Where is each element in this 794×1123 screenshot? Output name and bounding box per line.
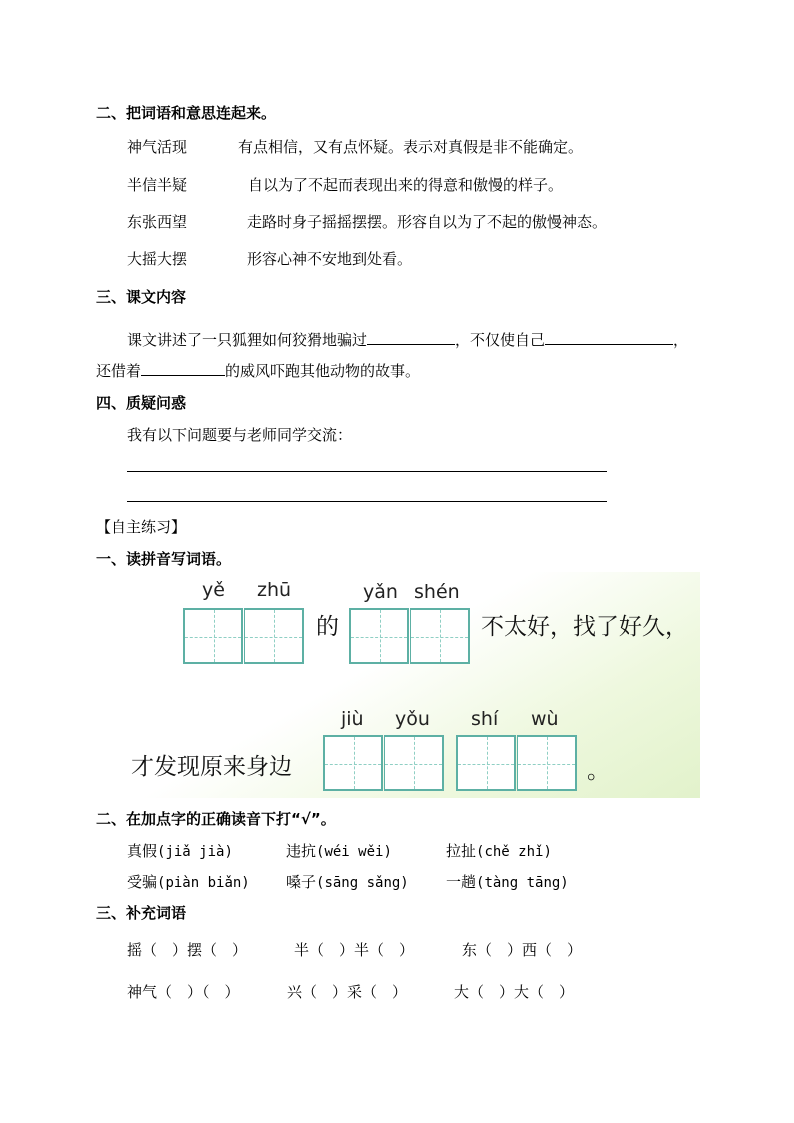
answer-blank-3[interactable] [141,361,225,376]
char-box-5[interactable] [323,735,383,791]
pinyin-you: yǒu [395,708,430,730]
reading-word: 拉扯 [446,842,477,860]
char-box-1[interactable] [183,608,243,664]
char-box-2[interactable] [244,608,304,664]
reading-options[interactable]: (piàn biǎn) [157,875,250,891]
q1-heading: 一、读拼音写词语。 [96,550,232,568]
content-text-3: ， [673,331,689,349]
pinyin-wu: wù [531,708,559,730]
char-box-4[interactable] [410,608,470,664]
reading-item-3 [446,840,552,861]
sentence-text-3: 才发现原来身边 [131,754,292,780]
content-text-2: ，不仅使自己 [455,331,546,349]
char-box-7[interactable] [456,735,516,791]
match-meaning-3: 走路时身子摇摇摆摆。形容自以为了不起的傲慢神态。 [247,213,608,231]
section-heading-questions: 四、质疑问惑 [96,394,187,412]
reading-options[interactable]: (jiǎ jià) [157,844,233,860]
match-word-3: 东张西望 [127,213,188,231]
section-heading-match: 二、把词语和意思连起来。 [96,104,277,122]
answer-line-2[interactable] [127,501,607,502]
pinyin-writing-panel [127,572,700,798]
content-line-1 [127,329,688,350]
sentence-period: 。 [587,758,610,784]
content-text-5: 的威风吓跑其他动物的故事。 [225,362,421,380]
reading-options[interactable]: (sāng sǎng) [316,875,409,891]
reading-word: 嗓子 [286,873,317,891]
reading-word: 受骗 [127,873,158,891]
practice-title: 【自主练习】 [96,518,187,536]
pinyin-shen: shén [414,581,460,603]
answer-blank-1[interactable] [367,330,455,345]
match-word-2: 半信半疑 [127,176,188,194]
content-text-1: 课文讲述了一只狐狸如何狡猾地骗过 [127,331,368,349]
content-line-2 [96,360,420,381]
idiom-fill-4[interactable]: 神气（ ）（ ） [127,983,240,1001]
questions-prompt: 我有以下问题要与老师同学交流： [127,426,353,444]
reading-word: 真假 [127,842,158,860]
answer-line-1[interactable] [127,471,607,472]
reading-item-2 [286,840,392,861]
match-word-4: 大摇大摆 [127,250,188,268]
reading-options[interactable]: (wéi wěi) [316,844,392,860]
q2-heading: 二、在加点字的正确读音下打“√”。 [96,810,336,828]
pinyin-ye: yě [202,579,225,601]
reading-options[interactable]: (chě zhǐ) [476,844,552,860]
reading-item-1 [127,840,233,861]
reading-item-6 [446,871,569,892]
content-text-4: 还借着 [96,362,142,380]
sentence-text-de: 的 [316,614,339,640]
idiom-fill-2[interactable]: 半（ ）半（ ） [294,941,415,959]
match-word-1: 神气活现 [127,138,188,156]
q3-heading: 三、补充词语 [96,904,187,922]
answer-blank-2[interactable] [545,330,673,345]
reading-item-4 [127,871,250,892]
sentence-text-2: 不太好，找了好久， [481,614,688,640]
match-meaning-1: 有点相信，又有点怀疑。表示对真假是非不能确定。 [238,138,584,156]
idiom-fill-3[interactable]: 东（ ）西（ ） [462,941,583,959]
idiom-fill-1[interactable]: 摇（ ）摆（ ） [127,941,248,959]
idiom-fill-6[interactable]: 大（ ）大（ ） [454,983,575,1001]
pinyin-zhu: zhū [257,579,292,601]
match-meaning-4: 形容心神不安地到处看。 [247,250,413,268]
char-box-3[interactable] [349,608,409,664]
pinyin-yan: yǎn [363,581,398,603]
match-meaning-2: 自以为了不起而表现出来的得意和傲慢的样子。 [248,176,564,194]
reading-word: 一趟 [446,873,477,891]
char-box-8[interactable] [517,735,577,791]
reading-options[interactable]: (tàng tāng) [476,875,569,891]
idiom-fill-5[interactable]: 兴（ ）采（ ） [287,983,408,1001]
pinyin-shi: shí [471,708,499,730]
char-box-6[interactable] [384,735,444,791]
pinyin-jiu: jiù [341,708,364,730]
section-heading-content: 三、课文内容 [96,288,187,306]
reading-word: 违抗 [286,842,317,860]
reading-item-5 [286,871,409,892]
